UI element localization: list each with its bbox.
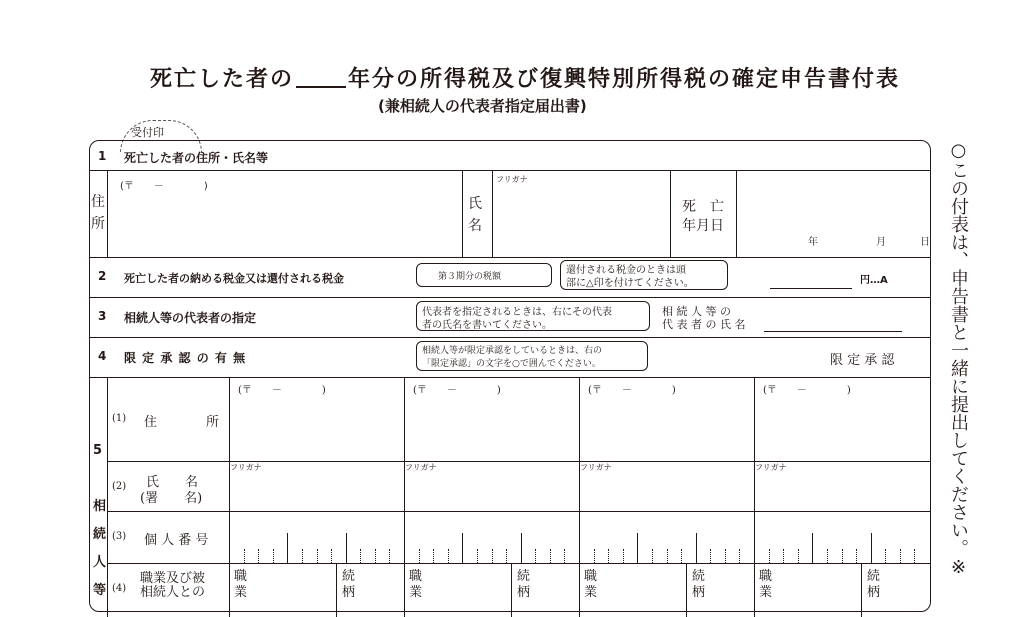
death-month-unit: 月 <box>876 237 886 248</box>
my-number-divider <box>856 549 857 563</box>
my-number-divider <box>798 549 799 563</box>
heir3-name-field[interactable] <box>584 475 749 507</box>
my-number-divider <box>914 549 915 563</box>
my-number-divider <box>594 549 595 563</box>
section1-postal: (〒 － ) <box>120 181 208 192</box>
section3-heading: 相続人等の代表者の指定 <box>124 311 257 325</box>
heir1-occupation-label: 職業 <box>234 569 248 600</box>
my-number-divider <box>900 549 901 563</box>
section2-unit: 円…A <box>860 275 888 286</box>
death-date-label-2: 年月日 <box>682 218 724 234</box>
my-number-divider <box>871 533 872 563</box>
heir1-furigana: フリガナ <box>230 463 262 472</box>
my-number-divider <box>710 549 711 563</box>
row2-label-2: (署 名) <box>140 491 203 506</box>
my-number-divider <box>550 549 551 563</box>
limited-approval-option[interactable]: 限 定 承 認 <box>830 353 895 368</box>
row4-label-1: 職業及び被 <box>140 571 206 586</box>
row2-number: (2) <box>112 481 127 492</box>
heir1-name-field[interactable] <box>234 475 399 507</box>
my-number-divider <box>346 533 347 563</box>
my-number-divider <box>419 549 420 563</box>
form-subtitle: (兼相続人の代表者指定届出書) <box>378 97 587 115</box>
section4-note-1: 相続人等が限定承認をしているときは、右の <box>422 346 603 356</box>
row1-number: (1) <box>112 413 127 424</box>
section3-label-1: 相 続 人 等 の <box>662 305 731 318</box>
section2-heading: 死亡した者の納める税金又は還付される税金 <box>124 272 344 285</box>
heir4-postal: (〒 － ) <box>763 385 851 396</box>
section2-period-label: 第３期分の税額 <box>438 272 502 282</box>
address-label: 住所 <box>91 194 105 232</box>
representative-name-field[interactable] <box>764 306 902 330</box>
heir2-occupation-label: 職業 <box>409 569 423 600</box>
heir1-address-field[interactable] <box>234 396 399 456</box>
my-number-divider <box>360 549 361 563</box>
death-year-unit: 年 <box>808 237 818 248</box>
my-number-divider <box>521 533 522 563</box>
heir2-address-field[interactable] <box>409 396 574 456</box>
heir3-occupation-label: 職業 <box>584 569 598 600</box>
receipt-stamp-label: 受付印 <box>131 126 164 139</box>
my-number-divider <box>608 549 609 563</box>
my-number-divider <box>477 549 478 563</box>
my-number-divider <box>506 549 507 563</box>
heir2-postal: (〒 － ) <box>413 385 501 396</box>
row4-number: (4) <box>112 583 127 594</box>
my-number-divider <box>375 549 376 563</box>
section4-heading: 限 定 承 認 の 有 無 <box>124 351 247 365</box>
my-number-divider <box>885 549 886 563</box>
my-number-divider <box>433 549 434 563</box>
row3-number: (3) <box>112 531 127 542</box>
my-number-divider <box>681 549 682 563</box>
section5-side-char-1: 相 <box>93 499 107 514</box>
heir3-postal: (〒 － ) <box>588 385 676 396</box>
death-day-unit: 日 <box>920 237 930 248</box>
section2-note-1: 還付される税金のときは頭 <box>566 265 686 276</box>
my-number-divider <box>258 549 259 563</box>
my-number-divider <box>302 549 303 563</box>
row1-label-2: 所 <box>206 415 220 430</box>
section1-number: 1 <box>98 149 107 163</box>
section3-note-1: 代表者を指定されるときは、右にその代表 <box>422 307 612 318</box>
section1-heading: 死亡した者の住所・氏名等 <box>124 151 269 165</box>
section2-number: 2 <box>98 269 107 283</box>
heir4-address-field[interactable] <box>759 396 924 456</box>
my-number-divider <box>827 549 828 563</box>
name-label: 氏名 <box>468 196 482 234</box>
heir3-address-field[interactable] <box>584 396 749 456</box>
my-number-divider <box>739 549 740 563</box>
my-number-divider <box>535 549 536 563</box>
heir4-furigana: フリガナ <box>755 463 787 472</box>
my-number-divider <box>652 549 653 563</box>
form-title <box>150 62 900 93</box>
heir2-name-field[interactable] <box>409 475 574 507</box>
my-number-divider <box>564 549 565 563</box>
section5-side-char-2: 続 <box>93 527 107 542</box>
deceased-address-field[interactable] <box>126 201 456 241</box>
my-number-divider <box>244 549 245 563</box>
heir4-relation-label: 続柄 <box>867 569 881 600</box>
section5-side-char-4: 等 <box>93 583 107 598</box>
my-number-divider <box>492 549 493 563</box>
section3-label-2: 代 表 者 の 氏 名 <box>662 318 746 331</box>
heir1-postal: (〒 － ) <box>238 385 326 396</box>
title-prefix: 死亡した者の <box>150 67 295 92</box>
my-number-divider <box>331 549 332 563</box>
heir4-occupation-label: 職業 <box>759 569 773 600</box>
section2-note-2: 部に△印を付けてください。 <box>566 278 694 289</box>
death-date-label-1: 死 亡 <box>682 199 724 215</box>
section3-note-2: 者の氏名を書いてください。 <box>422 320 552 331</box>
section5-number: 5 <box>93 443 103 458</box>
my-number-divider <box>769 549 770 563</box>
my-number-divider <box>812 533 813 563</box>
my-number-divider <box>389 549 390 563</box>
section4-number: 4 <box>98 349 107 363</box>
row3-label: 個 人 番 号 <box>144 533 209 548</box>
section1-furigana: フリガナ <box>496 175 528 184</box>
my-number-divider <box>637 533 638 563</box>
side-note: ○この付表は、申告書と一緒に提出してください。※ <box>948 140 969 578</box>
my-number-divider <box>696 533 697 563</box>
section4-note-2: 「限定承認」の文字を○で囲んでください。 <box>422 359 601 369</box>
heir3-relation-label: 続柄 <box>692 569 706 600</box>
heir2-relation-label: 続柄 <box>517 569 531 600</box>
my-number-divider <box>725 549 726 563</box>
my-number-divider <box>287 533 288 563</box>
year-blank[interactable] <box>296 66 346 88</box>
my-number-divider <box>783 549 784 563</box>
my-number-divider <box>842 549 843 563</box>
form-frame <box>89 140 931 612</box>
my-number-divider <box>667 549 668 563</box>
heir3-furigana: フリガナ <box>580 463 612 472</box>
deceased-name-field[interactable] <box>496 191 666 246</box>
my-number-divider <box>462 533 463 563</box>
heir4-name-field[interactable] <box>759 475 924 507</box>
row1-label-1: 住 <box>144 415 158 430</box>
tax-amount-field[interactable] <box>770 265 852 287</box>
my-number-divider <box>317 549 318 563</box>
my-number-divider <box>273 549 274 563</box>
death-date-field[interactable] <box>740 181 926 251</box>
row4-label-2: 相続人との <box>140 585 206 600</box>
heir1-relation-label: 続柄 <box>342 569 356 600</box>
my-number-divider <box>448 549 449 563</box>
title-suffix: 年分の所得税及び復興特別所得税の確定申告書付表 <box>348 67 901 92</box>
section5-side-char-3: 人 <box>93 555 107 570</box>
row2-label-1: 氏 名 <box>146 475 199 490</box>
my-number-divider <box>623 549 624 563</box>
section3-number: 3 <box>98 309 107 323</box>
heir2-furigana: フリガナ <box>405 463 437 472</box>
